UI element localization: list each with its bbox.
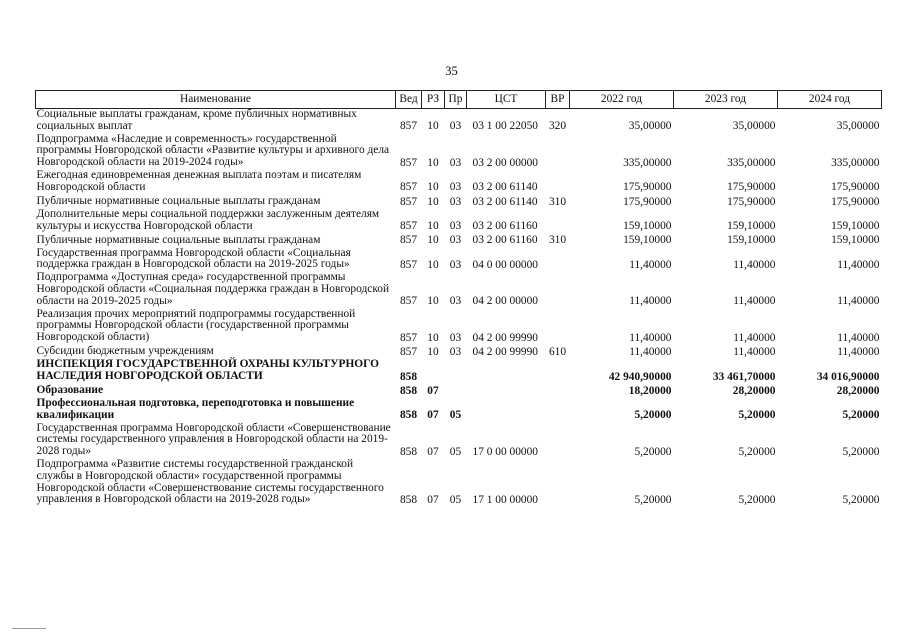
row-cst: 04 2 00 99990 bbox=[472, 331, 538, 344]
row-vr bbox=[546, 423, 570, 459]
row-vr bbox=[546, 134, 570, 170]
row-vr bbox=[546, 359, 570, 384]
row-name: Подпрограмма «Доступная среда» государственной программы Новгородской области «Социальная поддержка граждан в Новгородской области на 2019-2025 годы» bbox=[36, 271, 390, 307]
row-cst: 03 2 00 61160 bbox=[472, 234, 538, 247]
row-rz: 10 bbox=[427, 156, 439, 169]
row-vr bbox=[546, 459, 570, 507]
row-2022: 11,40000 bbox=[629, 331, 672, 344]
row-rz: 10 bbox=[427, 345, 439, 358]
row-2022: 5,20000 bbox=[634, 493, 672, 506]
table-row bbox=[36, 359, 882, 384]
row-2022: 159,10000 bbox=[623, 234, 672, 247]
row-vr: 310 bbox=[548, 234, 567, 247]
row-2024: 175,90000 bbox=[831, 195, 880, 208]
row-2022: 175,90000 bbox=[623, 195, 672, 208]
table-row bbox=[36, 248, 882, 273]
row-2024: 159,10000 bbox=[831, 220, 880, 233]
row-2024: 159,10000 bbox=[831, 234, 880, 247]
row-ved: 858 bbox=[399, 493, 418, 506]
table-row bbox=[36, 345, 882, 359]
row-pr: 03 bbox=[449, 234, 462, 247]
row-2024: 11,40000 bbox=[837, 295, 880, 308]
row-2023: 159,10000 bbox=[727, 234, 776, 247]
row-2022: 335,00000 bbox=[623, 156, 672, 169]
row-cst: 04 0 00 00000 bbox=[472, 258, 538, 271]
row-2024: 5,20000 bbox=[842, 493, 880, 506]
row-pr: 03 bbox=[449, 258, 462, 271]
row-2023: 5,20000 bbox=[738, 445, 776, 458]
row-2022: 5,20000 bbox=[634, 445, 672, 458]
row-2022: 42 940,90000 bbox=[608, 370, 672, 383]
row-2023: 11,40000 bbox=[733, 258, 776, 271]
row-2022: 11,40000 bbox=[629, 295, 672, 308]
row-cst: 04 2 00 99990 bbox=[472, 345, 538, 358]
row-vr bbox=[546, 384, 570, 398]
row-rz: 10 bbox=[427, 120, 439, 133]
row-2022: 175,90000 bbox=[623, 181, 672, 194]
row-vr bbox=[546, 209, 570, 234]
row-cst: 03 2 00 61140 bbox=[472, 195, 538, 208]
row-2024: 11,40000 bbox=[837, 258, 880, 271]
row-2023: 5,20000 bbox=[738, 493, 776, 506]
row-2024: 34 016,90000 bbox=[816, 370, 880, 383]
table-row bbox=[36, 134, 882, 170]
table-row bbox=[36, 233, 882, 247]
row-2024: 28,20000 bbox=[836, 384, 880, 397]
row-pr: 05 bbox=[449, 493, 462, 506]
row-vr bbox=[546, 309, 570, 345]
row-ved: 857 bbox=[399, 345, 418, 358]
row-name: Субсидии бюджетным учреждениям bbox=[36, 345, 214, 358]
row-2024: 35,00000 bbox=[836, 120, 880, 133]
table-header-row bbox=[36, 91, 882, 109]
table-row bbox=[36, 209, 882, 234]
row-ved: 857 bbox=[399, 295, 418, 308]
row-pr bbox=[445, 359, 467, 384]
row-2022: 18,20000 bbox=[628, 384, 672, 397]
row-rz: 10 bbox=[427, 258, 439, 271]
row-pr: 03 bbox=[449, 345, 462, 358]
header-2024: 2024 год bbox=[778, 91, 882, 109]
page-number: 35 bbox=[445, 64, 458, 78]
row-2023: 11,40000 bbox=[733, 345, 776, 358]
row-ved: 858 bbox=[399, 409, 418, 422]
row-name: Социальные выплаты гражданам, кроме публичных нормативных социальных выплат bbox=[36, 108, 357, 132]
row-2023: 28,20000 bbox=[732, 384, 776, 397]
row-cst: 17 1 00 00000 bbox=[472, 493, 538, 506]
row-rz: 07 bbox=[427, 384, 439, 397]
row-rz: 10 bbox=[427, 220, 439, 233]
header-name: Наименование bbox=[36, 91, 396, 109]
row-ved: 858 bbox=[399, 370, 418, 383]
table-row bbox=[36, 384, 882, 398]
row-pr: 03 bbox=[449, 295, 462, 308]
row-cst: 17 0 00 00000 bbox=[472, 445, 538, 458]
row-2022: 35,00000 bbox=[628, 120, 672, 133]
table-row bbox=[36, 309, 882, 345]
table-row bbox=[36, 272, 882, 308]
row-ved: 858 bbox=[399, 445, 418, 458]
row-ved: 857 bbox=[399, 156, 418, 169]
row-ved: 857 bbox=[399, 331, 418, 344]
row-cst: 03 2 00 00000 bbox=[472, 156, 538, 169]
row-2023: 11,40000 bbox=[733, 331, 776, 344]
row-vr: 310 bbox=[548, 195, 567, 208]
row-pr bbox=[445, 384, 467, 398]
row-name: ИНСПЕКЦИЯ ГОСУДАРСТВЕННОЙ ОХРАНЫ КУЛЬТУРНОГО НАСЛЕДИЯ НОВГОРОДСКОЙ ОБЛАСТИ bbox=[36, 358, 379, 382]
row-pr: 03 bbox=[449, 331, 462, 344]
row-name: Профессиональная подготовка, переподготовка и повышение квалификации bbox=[36, 396, 355, 421]
row-pr: 03 bbox=[449, 120, 462, 133]
table-row bbox=[36, 423, 882, 459]
row-ved: 858 bbox=[399, 384, 418, 397]
table-row bbox=[36, 109, 882, 134]
row-2024: 335,00000 bbox=[831, 156, 880, 169]
row-pr: 03 bbox=[449, 220, 462, 233]
row-2023: 5,20000 bbox=[738, 409, 776, 422]
header-cst: ЦСТ bbox=[467, 91, 546, 109]
row-ved: 857 bbox=[399, 120, 418, 133]
row-pr: 03 bbox=[449, 181, 462, 194]
row-pr: 05 bbox=[449, 445, 462, 458]
row-vr: 610 bbox=[548, 345, 567, 358]
row-2023: 33 461,70000 bbox=[712, 370, 776, 383]
header-pr: Пр bbox=[445, 91, 467, 109]
row-cst: 03 1 00 22050 bbox=[472, 120, 538, 133]
row-pr: 03 bbox=[449, 195, 462, 208]
row-rz: 07 bbox=[427, 445, 439, 458]
row-name: Дополнительные меры социальной поддержки заслуженным деятелям культуры и искусства Новгородской области bbox=[36, 207, 380, 232]
row-2023: 11,40000 bbox=[733, 295, 776, 308]
row-rz: 07 bbox=[427, 409, 439, 422]
row-name: Государственная программа Новгородской области «Социальная поддержка граждан в Новгородской области на 2019-2025 годы» bbox=[36, 246, 351, 271]
row-rz: 10 bbox=[427, 234, 439, 247]
row-name: Публичные нормативные социальные выплаты гражданам bbox=[36, 233, 321, 246]
row-vr bbox=[546, 170, 570, 195]
row-2024: 175,90000 bbox=[831, 181, 880, 194]
row-vr bbox=[546, 272, 570, 308]
row-rz: 10 bbox=[427, 331, 439, 344]
row-name: Ежегодная единовременная денежная выплата поэтам и писателям Новгородской области bbox=[36, 168, 362, 193]
row-name: Подпрограмма «Развитие системы государственной гражданской службы в Новгородской области» государственной программы Новгородской области «Совершенствование системы государственного управления в Новгородской области на 2019-2028 годы» bbox=[36, 457, 384, 506]
row-name: Государственная программа Новгородской области «Совершенствование системы государственного управления в Новгородской области на 2019-2028 годы» bbox=[36, 421, 391, 458]
row-rz: 07 bbox=[427, 493, 439, 506]
row-rz bbox=[422, 359, 445, 384]
header-2022: 2022 год bbox=[570, 91, 674, 109]
row-cst bbox=[467, 359, 546, 384]
row-2023: 175,90000 bbox=[727, 181, 776, 194]
row-rz: 10 bbox=[427, 295, 439, 308]
row-2022: 11,40000 bbox=[629, 258, 672, 271]
row-name: Подпрограмма «Наследие и современность» государственной программы Новгородской области «Развитие культуры и архивного дела Новгородской области на 2019-2024 годы» bbox=[36, 132, 390, 169]
row-ved: 857 bbox=[399, 220, 418, 233]
row-2023: 175,90000 bbox=[727, 195, 776, 208]
row-cst: 03 2 00 61160 bbox=[472, 220, 538, 233]
row-2022: 11,40000 bbox=[629, 345, 672, 358]
row-rz: 10 bbox=[427, 195, 439, 208]
table-row bbox=[36, 170, 882, 195]
row-2023: 159,10000 bbox=[727, 220, 776, 233]
row-2024: 5,20000 bbox=[842, 409, 880, 422]
footer-divider bbox=[12, 628, 46, 629]
row-name: Реализация прочих мероприятий подпрограммы государственной программы Новгородской области (государственной программы Новгородской области) bbox=[36, 307, 356, 344]
header-ved: Вед bbox=[396, 91, 422, 109]
row-pr: 03 bbox=[449, 156, 462, 169]
row-2022: 159,10000 bbox=[623, 220, 672, 233]
row-2022: 5,20000 bbox=[634, 409, 672, 422]
row-ved: 857 bbox=[399, 234, 418, 247]
row-name: Образование bbox=[36, 384, 104, 397]
header-rz: РЗ bbox=[422, 91, 445, 109]
table-row bbox=[36, 459, 882, 507]
header-vr: ВР bbox=[546, 91, 570, 109]
row-name: Публичные нормативные социальные выплаты гражданам bbox=[36, 194, 321, 207]
row-cst bbox=[467, 384, 546, 398]
row-2023: 35,00000 bbox=[732, 120, 776, 133]
header-2023: 2023 год bbox=[674, 91, 778, 109]
row-cst: 03 2 00 61140 bbox=[472, 181, 538, 194]
row-rz: 10 bbox=[427, 181, 439, 194]
row-2024: 5,20000 bbox=[842, 445, 880, 458]
table-row bbox=[36, 195, 882, 209]
row-vr bbox=[546, 248, 570, 273]
row-ved: 857 bbox=[399, 195, 418, 208]
row-ved: 857 bbox=[399, 181, 418, 194]
row-2024: 11,40000 bbox=[837, 331, 880, 344]
row-2023: 335,00000 bbox=[727, 156, 776, 169]
row-pr: 05 bbox=[449, 409, 462, 422]
row-cst bbox=[467, 398, 546, 423]
table-row bbox=[36, 398, 882, 423]
row-vr bbox=[546, 398, 570, 423]
row-ved: 857 bbox=[399, 258, 418, 271]
row-vr: 320 bbox=[548, 120, 567, 133]
row-2024: 11,40000 bbox=[837, 345, 880, 358]
row-cst: 04 2 00 00000 bbox=[472, 295, 538, 308]
budget-table bbox=[35, 90, 882, 507]
